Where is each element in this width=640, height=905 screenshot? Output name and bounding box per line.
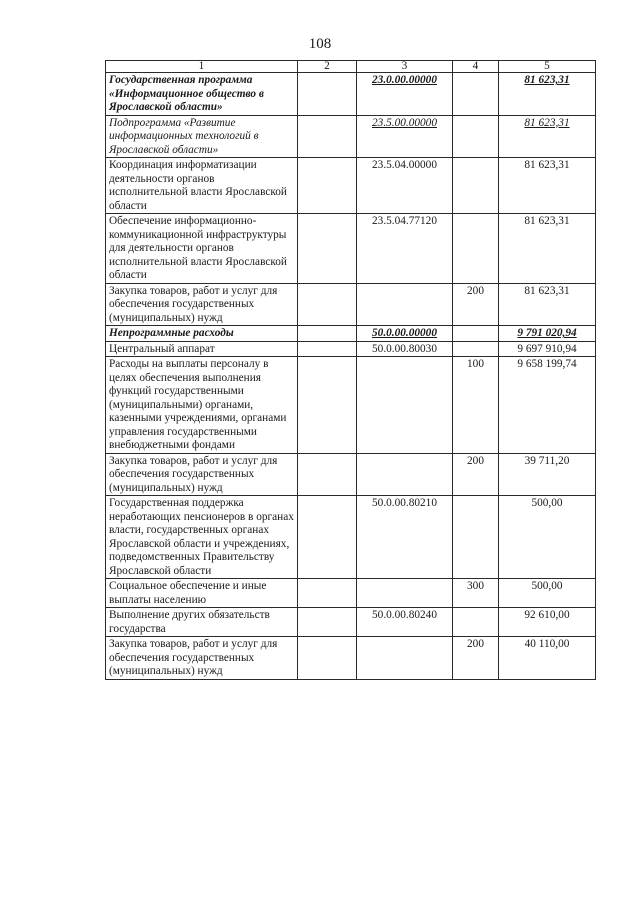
row-sum-cell: 81 623,31 [499,158,596,214]
row-code-cell: 50.0.00.80030 [357,341,453,357]
header-col-1: 1 [106,61,298,73]
row-code-cell [357,579,453,608]
row-name-cell: Центральный аппарат [106,341,298,357]
row-sum-cell: 500,00 [499,579,596,608]
row-sum-cell: 9 658 199,74 [499,357,596,454]
header-col-2: 2 [298,61,357,73]
row-col2-cell [298,214,357,284]
row-col2-cell [298,608,357,637]
row-col2-cell [298,326,357,342]
table-row [106,357,596,454]
table-row [106,608,596,637]
row-type-cell [453,73,499,116]
row-name-cell: Обеспечение информационно-коммуникационной инфраструктуры для деятельности органов исполнительной власти Ярославской области [106,214,298,284]
table-row [106,115,596,158]
table-row [106,341,596,357]
table-body [106,73,596,680]
row-sum-cell: 9 791 020,94 [499,326,596,342]
row-code-cell: 50.0.00.80240 [357,608,453,637]
row-col2-cell [298,158,357,214]
row-type-cell [453,496,499,579]
row-code-cell [357,357,453,454]
table-row [106,637,596,680]
row-code-cell [357,453,453,496]
row-sum-cell: 9 697 910,94 [499,341,596,357]
row-col2-cell [298,115,357,158]
row-name-cell: Подпрограмма «Развитие информационных технологий в Ярославской области» [106,115,298,158]
row-type-cell: 200 [453,637,499,680]
row-code-cell: 50.0.00.80210 [357,496,453,579]
page-number: 108 [308,36,332,52]
header-col-3: 3 [357,61,453,73]
header-col-4: 4 [453,61,499,73]
row-code-cell: 23.5.04.77120 [357,214,453,284]
budget-table [105,60,596,680]
row-type-cell: 200 [453,283,499,326]
table-row [106,283,596,326]
row-type-cell [453,115,499,158]
row-code-cell: 23.5.04.00000 [357,158,453,214]
table-row [106,158,596,214]
table-row [106,214,596,284]
row-name-cell: Закупка товаров, работ и услуг для обеспечения государственных (муниципальных) нужд [106,283,298,326]
row-name-cell: Государственная поддержка неработающих пенсионеров в органах власти, государственных органах Ярославской области и учреждениях, подведомственных Правительству Ярославской области [106,496,298,579]
row-col2-cell [298,496,357,579]
row-type-cell: 100 [453,357,499,454]
row-col2-cell [298,283,357,326]
row-col2-cell [298,637,357,680]
row-type-cell [453,608,499,637]
row-type-cell [453,341,499,357]
row-sum-cell: 500,00 [499,496,596,579]
row-sum-cell: 40 110,00 [499,637,596,680]
table-row [106,326,596,342]
table-row [106,579,596,608]
table-row [106,496,596,579]
row-name-cell: Социальное обеспечение и иные выплаты населению [106,579,298,608]
row-type-cell: 200 [453,453,499,496]
row-name-cell: Закупка товаров, работ и услуг для обеспечения государственных (муниципальных) нужд [106,637,298,680]
row-name-cell: Выполнение других обязательств государства [106,608,298,637]
row-type-cell: 300 [453,579,499,608]
table-row [106,73,596,116]
row-name-cell: Координация информатизации деятельности органов исполнительной власти Ярославской области [106,158,298,214]
row-code-cell [357,283,453,326]
row-name-cell: Закупка товаров, работ и услуг для обеспечения государственных (муниципальных) нужд [106,453,298,496]
row-code-cell: 23.0.00.00000 [357,73,453,116]
header-col-5: 5 [499,61,596,73]
row-type-cell [453,326,499,342]
row-col2-cell [298,73,357,116]
row-col2-cell [298,453,357,496]
row-sum-cell: 81 623,31 [499,283,596,326]
row-sum-cell: 81 623,31 [499,115,596,158]
row-code-cell: 23.5.00.00000 [357,115,453,158]
row-name-cell: Государственная программа «Информационное общество в Ярославской области» [106,73,298,116]
row-name-cell: Непрограммные расходы [106,326,298,342]
row-code-cell [357,637,453,680]
row-col2-cell [298,341,357,357]
row-sum-cell: 39 711,20 [499,453,596,496]
row-sum-cell: 92 610,00 [499,608,596,637]
row-sum-cell: 81 623,31 [499,73,596,116]
row-type-cell [453,214,499,284]
table-header-row [106,61,596,73]
row-type-cell [453,158,499,214]
row-col2-cell [298,357,357,454]
row-col2-cell [298,579,357,608]
row-code-cell: 50.0.00.00000 [357,326,453,342]
row-name-cell: Расходы на выплаты персоналу в целях обеспечения выполнения функций государственными (муниципальными) органами, казенными учреждениями, органами управления государственными внебюджетными фондами [106,357,298,454]
row-sum-cell: 81 623,31 [499,214,596,284]
table-row [106,453,596,496]
